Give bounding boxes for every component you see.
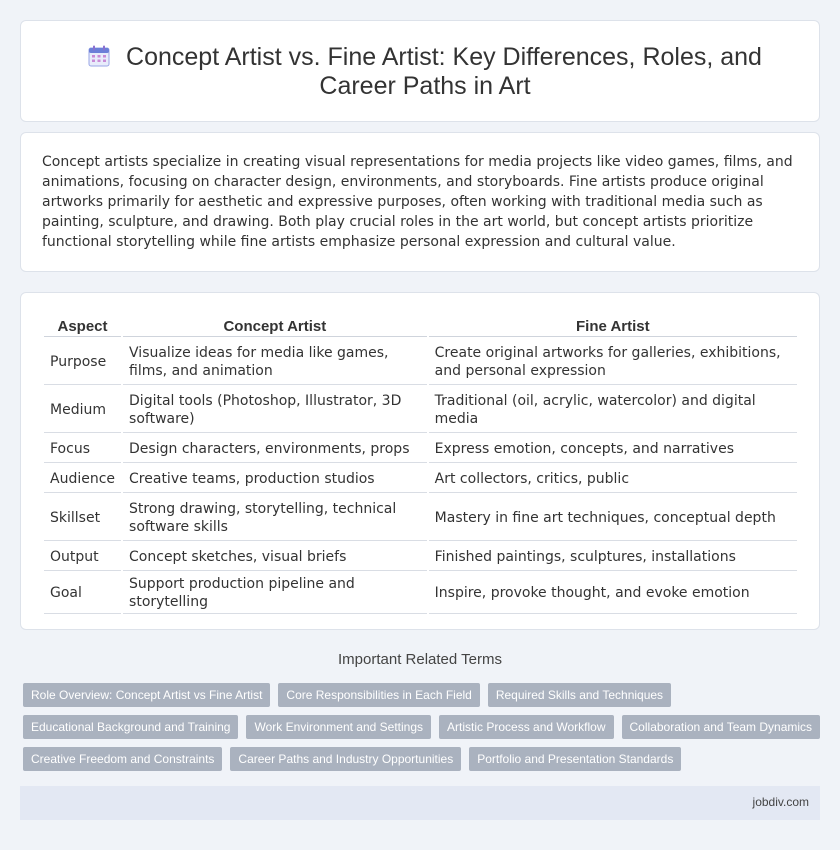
related-tag[interactable]: Collaboration and Team Dynamics bbox=[622, 715, 821, 739]
table-cell-aspect: Output bbox=[44, 543, 121, 571]
header-concept-artist: Concept Artist bbox=[123, 315, 427, 337]
intro-paragraph: Concept artists specialize in creating visual representations for media projects like video games, films, and animations, focusing on character design, environments, and storyboards. Fine artists produce original artworks primarily for aesthetic and expressive purposes, often working with traditional media such as painting, sculpture, and drawing. Both play crucial roles in the art world, but concept artists prioritize functional storytelling while fine artists emphasize personal expression and cultural value. bbox=[42, 154, 793, 250]
calendar-icon bbox=[88, 45, 110, 67]
table-cell-concept: Creative teams, production studios bbox=[123, 465, 427, 493]
header-card bbox=[20, 20, 820, 122]
table-row bbox=[44, 543, 797, 571]
table-cell-concept: Visualize ideas for media like games, films, and animation bbox=[123, 339, 427, 385]
table-cell-concept: Concept sketches, visual briefs bbox=[123, 543, 427, 571]
table-cell-fine: Inspire, provoke thought, and evoke emotion bbox=[429, 573, 797, 614]
table-cell-fine: Traditional (oil, acrylic, watercolor) and digital media bbox=[429, 387, 797, 433]
table-cell-aspect: Purpose bbox=[44, 339, 121, 385]
table-cell-aspect: Medium bbox=[44, 387, 121, 433]
table-cell-concept: Design characters, environments, props bbox=[123, 435, 427, 463]
related-tag[interactable]: Career Paths and Industry Opportunities bbox=[230, 747, 461, 771]
related-tag[interactable]: Portfolio and Presentation Standards bbox=[469, 747, 681, 771]
table-cell-aspect: Skillset bbox=[44, 495, 121, 541]
related-terms-tags bbox=[23, 683, 823, 779]
table-row bbox=[44, 495, 797, 541]
header-fine-artist: Fine Artist bbox=[429, 315, 797, 337]
table-cell-concept: Digital tools (Photoshop, Illustrator, 3D software) bbox=[123, 387, 427, 433]
table-row bbox=[44, 387, 797, 433]
table-cell-fine: Create original artworks for galleries, exhibitions, and personal expression bbox=[429, 339, 797, 385]
intro-card bbox=[20, 132, 820, 272]
related-tag[interactable]: Creative Freedom and Constraints bbox=[23, 747, 222, 771]
page-title bbox=[51, 43, 799, 101]
table-row bbox=[44, 465, 797, 493]
comparison-table bbox=[42, 313, 799, 616]
table-row bbox=[44, 435, 797, 463]
related-tag[interactable]: Core Responsibilities in Each Field bbox=[278, 683, 479, 707]
table-cell-concept: Strong drawing, storytelling, technical software skills bbox=[123, 495, 427, 541]
comparison-table-card bbox=[20, 292, 820, 630]
table-cell-fine: Mastery in fine art techniques, conceptual depth bbox=[429, 495, 797, 541]
table-header-row bbox=[44, 315, 797, 337]
related-tag[interactable]: Required Skills and Techniques bbox=[488, 683, 671, 707]
table-cell-fine: Art collectors, critics, public bbox=[429, 465, 797, 493]
table-cell-concept: Support production pipeline and storytelling bbox=[123, 573, 427, 614]
table-row bbox=[44, 339, 797, 385]
table-cell-aspect: Audience bbox=[44, 465, 121, 493]
related-tag[interactable]: Role Overview: Concept Artist vs Fine Artist bbox=[23, 683, 270, 707]
table-cell-aspect: Goal bbox=[44, 573, 121, 614]
page-title-text: Concept Artist vs. Fine Artist: Key Differences, Roles, and Career Paths in Art bbox=[126, 43, 762, 100]
table-cell-aspect: Focus bbox=[44, 435, 121, 463]
table-cell-fine: Finished paintings, sculptures, installations bbox=[429, 543, 797, 571]
related-terms-title: Important Related Terms bbox=[338, 651, 502, 668]
related-tag[interactable]: Artistic Process and Workflow bbox=[439, 715, 614, 739]
footer-bar bbox=[20, 786, 820, 820]
header-aspect: Aspect bbox=[44, 315, 121, 337]
table-cell-fine: Express emotion, concepts, and narratives bbox=[429, 435, 797, 463]
related-tag[interactable]: Work Environment and Settings bbox=[246, 715, 431, 739]
table-row bbox=[44, 573, 797, 614]
footer-site-link[interactable]: jobdiv.com bbox=[752, 795, 809, 809]
related-tag[interactable]: Educational Background and Training bbox=[23, 715, 238, 739]
